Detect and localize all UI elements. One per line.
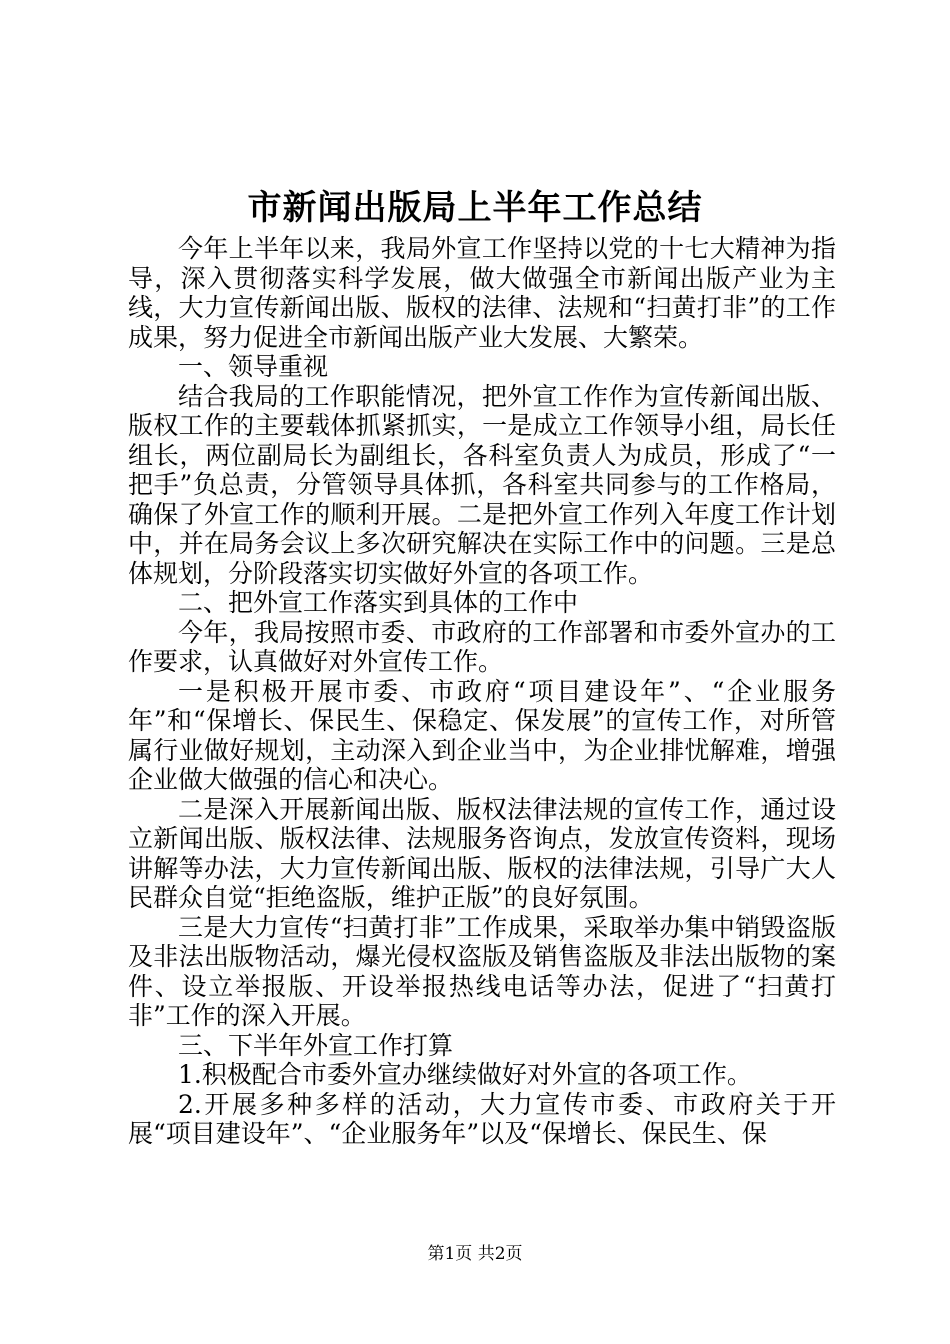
implementation-item-two: 二是深入开展新闻出版、版权法律法规的宣传工作，通过设立新闻出版、版权法律、法规服务咨询点，发放宣传资料，现场讲解等办法，大力宣传新闻出版、版权的法律法规，引导广大人民群众自觉“拒绝盗版，维护正版”的良好氛围。 [128,794,836,912]
section-heading-plan: 三、下半年外宣工作打算 [178,1030,454,1060]
implementation-item-one: 一是积极开展市委、市政府“项目建设年”、“企业服务年”和“保增长、保民生、保稳定、保发展”的宣传工作，对所管属行业做好规划，主动深入到企业当中，为企业排忧解难，增强企业做大做强的信心和决心。 [128,676,836,794]
section-heading-implementation: 二、把外宣工作落实到具体的工作中 [178,588,579,617]
section-heading-leadership: 一、领导重视 [178,352,329,381]
implementation-item-three: 三是大力宣传“扫黄打非”工作成果，采取举办集中销毁盗版及非法出版物活动，爆光侵权盗版及销售盗版及非法出版物的案件、设立举报版、开设举报热线电话等办法，促进了“扫黄打非”工作的深入开展。 [128,912,836,1030]
plan-item-two: 2.开展多种多样的活动，大力宣传市委、市政府关于开展“项目建设年”、“企业服务年”以及“保增长、保民生、保 [128,1089,836,1148]
leadership-paragraph: 结合我局的工作职能情况，把外宣工作作为宣传新闻出版、版权工作的主要载体抓紧抓实，一是成立工作领导小组，局长任组长，两位副局长为副组长，各科室负责人为成员，形成了“一把手”负总责，分管领导具体抓，各科室共同参与的工作格局，确保了外宣工作的顺利开展。二是把外宣工作列入年度工作计划中，并在局务会议上多次研究解决在实际工作中的问题。三是总体规划，分阶段落实切实做好外宣的各项工作。 [128,381,836,588]
page-number-footer: 第1页 共2页 [427,1244,523,1264]
document-body [128,234,836,1149]
plan-item-one: 1.积极配合市委外宣办继续做好对外宣的各项工作。 [178,1060,752,1089]
document-title: 市新闻出版局上半年工作总结 [247,188,703,228]
intro-paragraph: 今年上半年以来，我局外宣工作坚持以党的十七大精神为指导，深入贯彻落实科学发展，做大做强全市新闻出版产业为主线，大力宣传新闻出版、版权的法律、法规和“扫黄打非”的工作成果，努力促进全市新闻出版产业大发展、大繁荣。 [128,234,836,352]
implementation-intro-paragraph: 今年，我局按照市委、市政府的工作部署和市委外宣办的工作要求，认真做好对外宣传工作。 [128,617,836,676]
